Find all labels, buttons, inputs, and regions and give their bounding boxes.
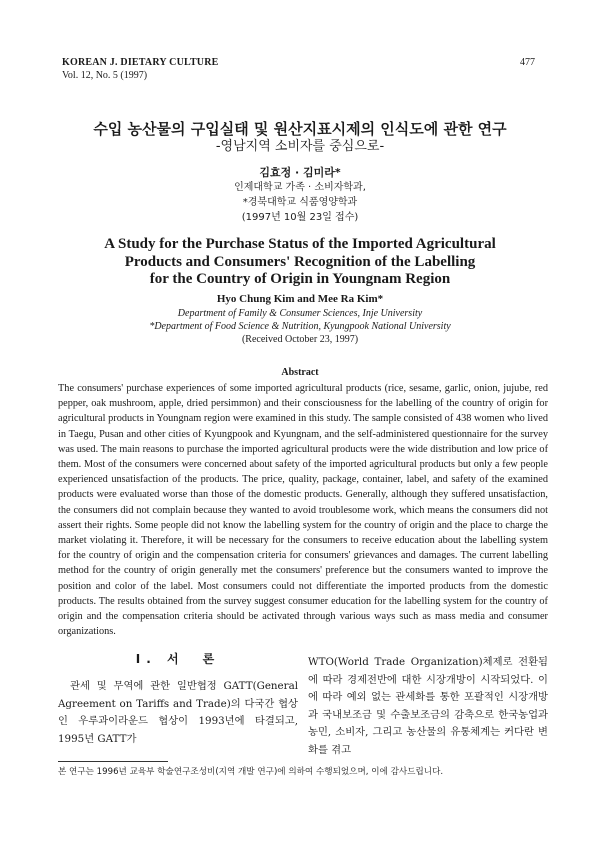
korean-authors: 김효정 · 김미라* [259,166,341,179]
korean-subtitle: -영남지역 소비자를 중심으로- [215,139,385,154]
korean-received-date: (1997년 10월 23일 접수) [241,212,359,223]
korean-affiliation-2: *경북대학교 식품영양학과 [242,197,358,208]
english-authors: Hyo Chung Kim and Mee Ra Kim* [216,293,384,305]
english-title-line-3: for the Country of Origin in Youngnam Region [149,271,451,287]
journal-volume: Vol. 12, No. 5 (1997) [62,70,148,81]
section-heading: I. 서 론 [135,652,221,666]
english-affiliation-2: *Department of Food Science & Nutrition, Kyungpook National University [149,321,451,332]
body-column-left [58,654,298,748]
english-affiliation-1: Department of Family & Consumer Sciences, Inje University [177,308,423,319]
abstract-heading: Abstract [281,367,319,378]
english-title-line-1: A Study for the Purchase Status of the Imported Agricultural [104,236,496,252]
footnote: 본 연구는 1996년 교육부 학술연구조성비(지역 개발 연구)에 의하여 수행되었으며, 이에 감사드립니다. [58,767,444,777]
journal-name: KOREAN J. DIETARY CULTURE [62,57,219,68]
english-title-line-2: Products and Consumers' Recognition of the Labelling [124,253,476,270]
abstract-text: The consumers' purchase experiences of some imported agricultural products (rice, sesame, garlic, onion, jujube, red pepper, oak mushroom, apple, dried persimmon) and their consciousness for the labelling of the country of origin for agricultural products in Youngnam region were examined in this study. The sample consisted of 438 women who lived in Taegu, Pusan and other cities of Kyungpook and Kyungnam, and the self-administered questionnaire for the survey was used. The main reasons to purchase the imported agricultural products were the wide distribution and low price of them. Most of the consumers were concerned about safety of the imported agricultural products but only a few people experienced unsatisfaction of the products. The price, quality, package, container, label, and safety of the examined products were evaluated worse than those of the domestic products. Generally, although they suffered unsatisfaction, the consumers did not complain because they wanted to avoid troublesome work, which means the consumers did not assert their rights. Some people did not know the labelling system for the country of origin and the place to charge the market violating it. Therefore, it will be necessary for the consumers to receive education about the labelling system for the country of origin and the compensation criteria for consumers' grievances and damages. The current labelling method for the country of origin generally met the consumers' preference but the consumers wanted to improve the position and color of the label. Most consumers could not differentiate the imported products from the domestic products. The results obtained from the survey suggest consumer education for the labelling system for the country of origin and the compensation criteria should be activated through various ways such as mass media and consumer organizations. [58,383,548,638]
body-paragraph-right: WTO(World Trade Organization)체제로 전환됨에 따라 경제전반에 대한 시장개방이 시작되었다. 이에 따라 예외 없는 관세화를 통한 포괄적인 시장개방과 국내보조금 및 수출보조금의 감축으로 한국농업과 농민, 소비자, 그리고 농산물의 유통체계는 커다란 변화를 겪고 [308,656,548,756]
korean-affiliation-1: 인제대학교 가족 · 소비자학과, [234,182,366,193]
english-title [40,236,560,289]
english-received-date: (Received October 23, 1997) [241,334,359,345]
footnote-rule [58,761,168,762]
body-paragraph-left: 관세 및 무역에 관한 일반협정 GATT(General Agreement on Tariffs and Trade)의 다국간 협상인 우루과이라운드 협상이 1993년에 타결되고, 1995년 GATT가 [58,680,298,745]
body-column-right [308,654,548,760]
korean-title: 수입 농산물의 구입실태 및 원산지표시제의 인식도에 관한 연구 [93,120,507,138]
page-number: 477 [520,57,535,68]
